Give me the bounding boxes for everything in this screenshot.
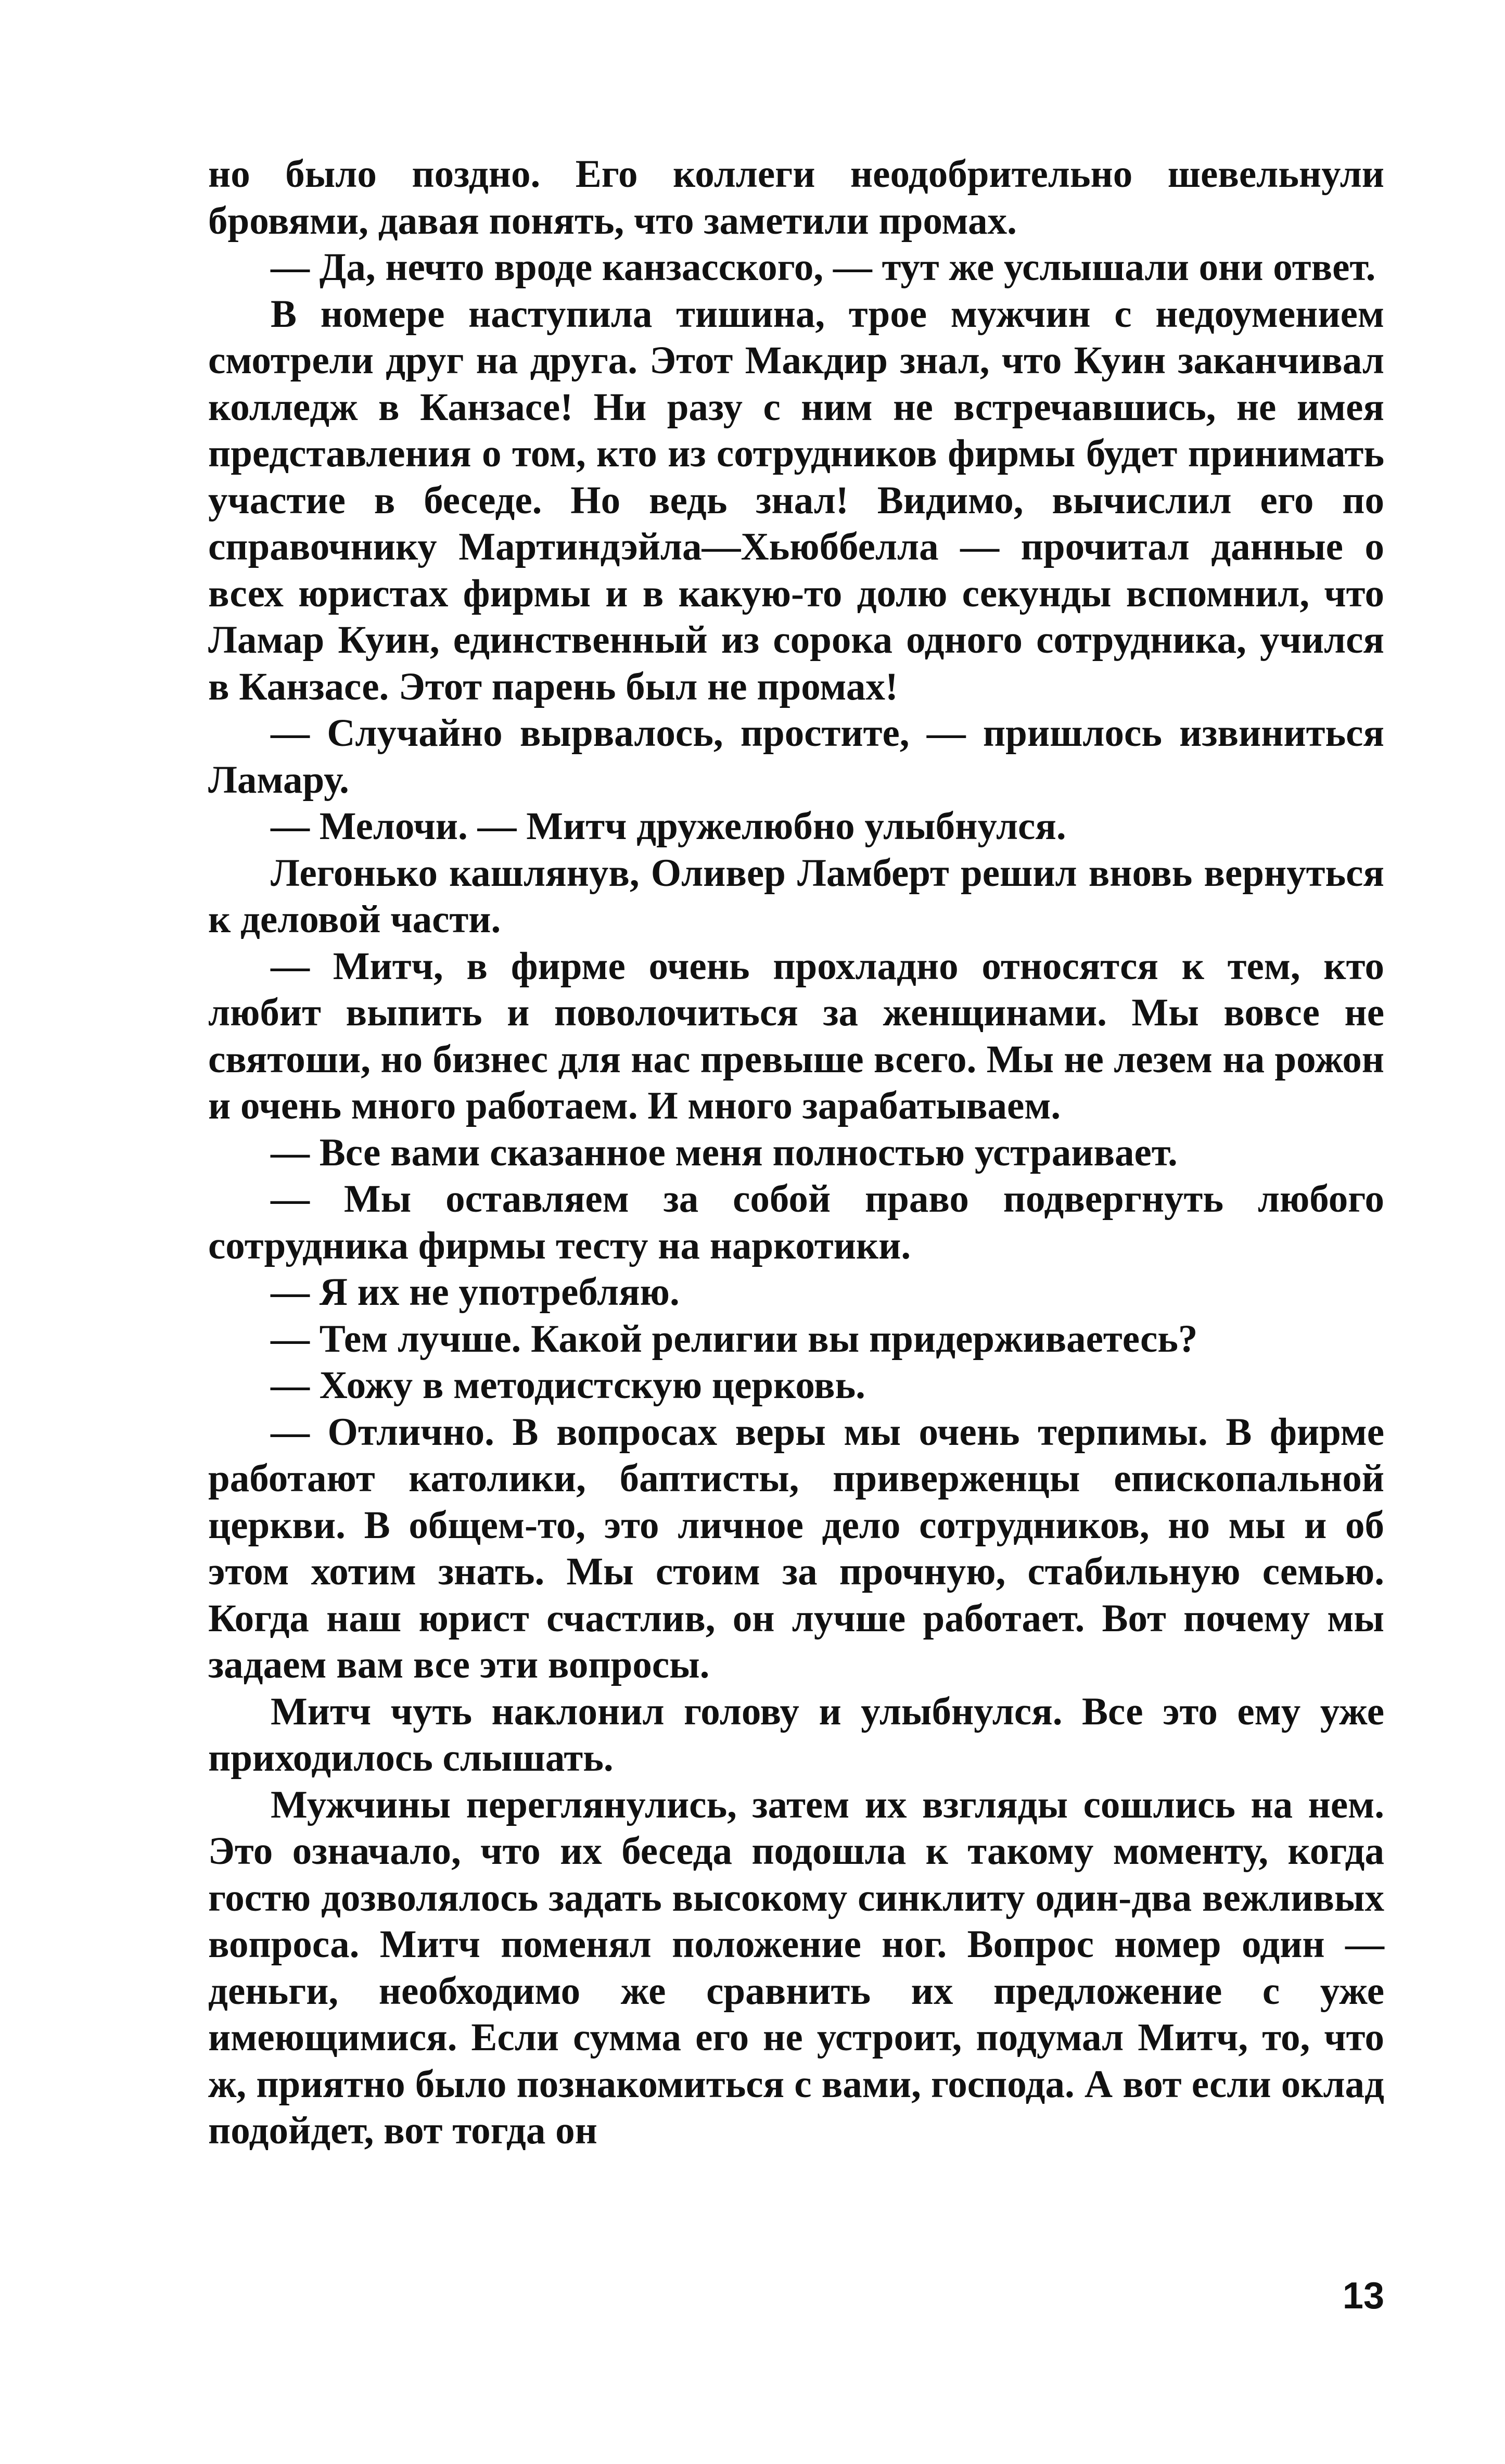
paragraph-13: — Отлично. В вопросах веры мы очень терпимы. В фирме работают католики, баптисты, приверженцы епископальной церкви. В общем-то, это личное дело сотрудников, но мы и об этом хотим знать. Мы стоим за прочную, стабильную семью. Когда наш юрист счастлив, он лучше работает. Вот почему мы задаем вам все эти вопросы. (208, 1410, 1384, 1686)
page-number: 13 (1342, 2275, 1384, 2317)
paragraph-5: — Мелочи. — Митч дружелюбно улыбнулся. (271, 805, 1066, 848)
paragraph-1: но было поздно. Его коллеги неодобрительно шевельнули бровями, давая понять, что заметили промах. (208, 153, 1384, 243)
body-text (208, 151, 1384, 2154)
paragraph-3: В номере наступила тишина, трое мужчин с недоумением смотрели друг на друга. Этот Макдир знал, что Куин заканчивал колледж в Канзасе! Ни разу с ним не встречавшись, не имея представления о том, кто из сотрудников фирмы будет принимать участие в беседе. Но ведь знал! Видимо, вычислил его по справочнику Мартиндэйла—Хьюббелла — прочитал данные о всех юристах фирмы и в какую-то долю секунды вспомнил, что Ламар Куин, единственный из сорока одного сотрудника, учился в Канзасе. Этот парень был не промах! (208, 292, 1384, 708)
paragraph-10: — Я их не употребляю. (271, 1271, 680, 1314)
paragraph-12: — Хожу в методистскую церковь. (271, 1364, 865, 1407)
paragraph-2: — Да, нечто вроде канзасского, — тут же услышали они ответ. (271, 246, 1376, 289)
paragraph-14: Митч чуть наклонил голову и улыбнулся. Все это ему уже приходилось слышать. (208, 1690, 1384, 1780)
paragraph-8: — Все вами сказанное меня полностью устраивает. (271, 1131, 1178, 1174)
paragraph-15: Мужчины переглянулись, затем их взгляды сошлись на нем. Это означало, что их беседа подошла к такому моменту, когда гостю дозволялось задать высокому синклиту один-два вежливых вопроса. Митч поменял положение ног. Вопрос номер один — деньги, необходимо же сравнить их предложение с уже имеющимися. Если сумма его не устроит, подумал Митч, то, что ж, приятно было познакомиться с вами, господа. А вот если оклад подойдет, вот тогда он (208, 1783, 1384, 2152)
paragraph-9: — Мы оставляем за собой право подвергнуть любого сотрудника фирмы тесту на наркотики. (208, 1177, 1384, 1267)
paragraph-4: — Случайно вырвалось, простите, — пришлось извиниться Ламару. (208, 712, 1384, 802)
paragraph-7: — Митч, в фирме очень прохладно относятся к тем, кто любит выпить и поволочиться за женщинами. Мы вовсе не святоши, но бизнес для нас превыше всего. Мы не лезем на рожон и очень много работаем. И много зарабатываем. (208, 944, 1384, 1127)
paragraph-6: Легонько кашлянув, Оливер Ламберт решил вновь вернуться к деловой части. (208, 851, 1384, 941)
paragraph-11: — Тем лучше. Какой религии вы придерживаетесь? (271, 1317, 1198, 1361)
